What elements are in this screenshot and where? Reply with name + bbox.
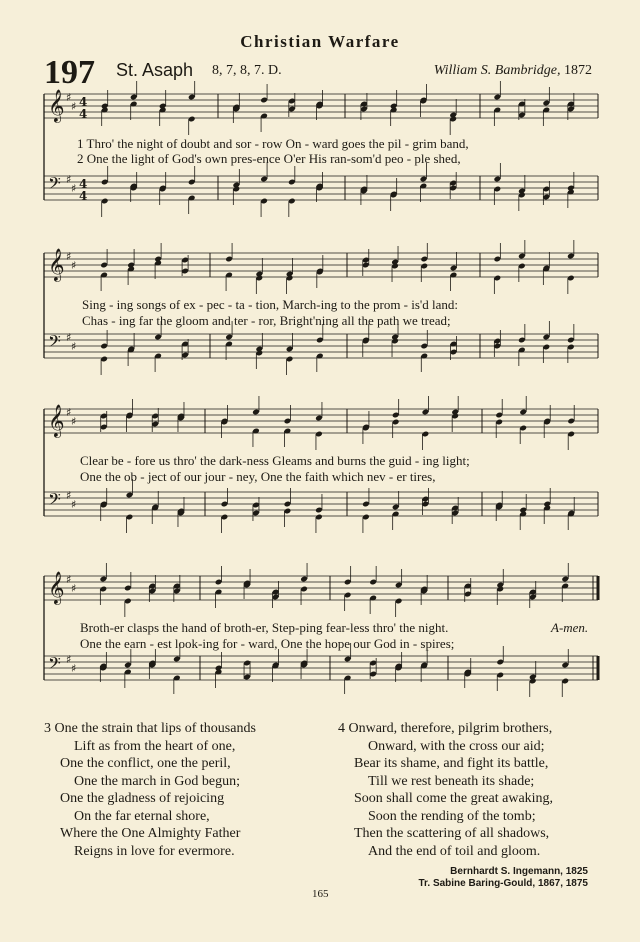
treble-clef: 𝄞	[48, 404, 65, 437]
sharp-sign: ♯	[71, 100, 77, 113]
lyric-system-4-verse-2: One the earn - est look-ing for - ward, One the hope our God in - spires;	[80, 636, 455, 651]
verse-3-line-7: Where the One Almighty Father	[60, 826, 241, 841]
verse-3-line-1	[44, 720, 256, 738]
sharp-sign: ♯	[66, 91, 72, 104]
verse-4-line-7: Then the scattering of all shadows,	[354, 826, 550, 841]
bass-clef: 𝄢	[48, 331, 61, 355]
time-signature: 4	[79, 189, 88, 203]
verse-3-number: 3	[44, 721, 51, 736]
sharp-sign: ♯	[66, 489, 72, 502]
lyric-system-4-verse-1: Broth-er clasps the hand of broth-er, Step-ping fear-less thro' the night.	[80, 620, 449, 635]
bass-clef: 𝄢	[48, 173, 61, 197]
composer-year: 1872	[564, 63, 592, 78]
author-credit: Bernhardt S. Ingemann, 1825	[450, 866, 588, 877]
tune-name: St. Asaph	[116, 60, 194, 80]
verse-4-line-5: Soon shall come the great awaking,	[354, 791, 554, 806]
lyric-system-3-verse-2: One the ob - ject of our jour - ney, One the faith which nev - er tires,	[80, 469, 436, 484]
sharp-sign: ♯	[71, 340, 77, 353]
verse-3-line-6: On the far eternal shore,	[74, 808, 210, 824]
verse-4-line-6: Soon the rending of the tomb;	[368, 808, 536, 824]
treble-clef: 𝄞	[48, 571, 65, 604]
verse-4	[338, 720, 553, 860]
verse-text: One the strain that lips of thousands	[54, 721, 256, 736]
sharp-sign: ♯	[66, 406, 72, 419]
sharp-sign: ♯	[66, 250, 72, 263]
treble-clef: 𝄞	[48, 248, 65, 281]
lyric-system-2-verse-1: Sing - ing songs of ex - pec - ta - tion, March-ing to the prom - is'd land:	[82, 297, 459, 312]
verse-3-line-5: One the gladness of rejoicing	[60, 791, 225, 806]
sharp-sign: ♯	[71, 662, 77, 675]
amen-text: A-men.	[551, 620, 589, 635]
sharp-sign: ♯	[71, 498, 77, 511]
lyric-system-2-verse-2: Chas - ing far the gloom and ter - ror, Bright'ning all the path we tread;	[82, 313, 451, 328]
composer-name: William S. Bambridge,	[433, 63, 561, 78]
time-signature: 4	[79, 177, 88, 191]
section-title: Christian Warfare	[240, 32, 400, 51]
translator-credit: Tr. Sabine Baring-Gould, 1867, 1875	[418, 878, 588, 889]
sharp-sign: ♯	[71, 182, 77, 195]
verse-3-line-2: Lift as from the heart of one,	[74, 738, 236, 754]
time-signature: 4	[79, 95, 88, 109]
verse-3-line-4: One the march in God begun;	[74, 773, 241, 789]
sharp-sign: ♯	[71, 415, 77, 428]
hymn-number: 197	[44, 54, 95, 91]
verse-4-line-2: Onward, with the cross our aid;	[368, 738, 545, 754]
time-signature: 4	[79, 107, 88, 121]
lyric-system-1-verse-1: 1 Thro' the night of doubt and sor - row On - ward goes the pil - grim band,	[77, 136, 469, 151]
verse-3	[44, 720, 256, 860]
verse-4-line-8: And the end of toil and gloom.	[368, 843, 541, 859]
treble-clef: 𝄞	[48, 89, 65, 122]
page-number: 165	[312, 888, 329, 900]
sharp-sign: ♯	[66, 653, 72, 666]
verse-4-line-1	[338, 720, 553, 738]
bass-clef: 𝄢	[48, 653, 61, 677]
credits	[418, 866, 588, 890]
sharp-sign: ♯	[66, 331, 72, 344]
lyric-system-1-verse-2: 2 One the light of God's own pres-ence O'er His ran-som'd peo - ple shed,	[77, 151, 461, 166]
sharp-sign: ♯	[71, 259, 77, 272]
verse-4-number: 4	[338, 721, 345, 736]
sharp-sign: ♯	[71, 582, 77, 595]
sharp-sign: ♯	[66, 573, 72, 586]
bass-clef: 𝄢	[48, 489, 61, 513]
verse-3-line-3: One the conflict, one the peril,	[60, 756, 231, 771]
verse-3-line-8: Reigns in love for evermore.	[74, 843, 235, 859]
verse-4-line-4: Till we rest beneath its shade;	[368, 773, 535, 789]
lyric-system-3-verse-1: Clear be - fore us thro' the dark-ness Gleams and burns the guid - ing light;	[80, 453, 470, 468]
verse-4-line-3: Bear its shame, and fight its battle,	[354, 756, 549, 771]
sharp-sign: ♯	[66, 173, 72, 186]
verse-text: Onward, therefore, pilgrim brothers,	[348, 721, 553, 736]
meter: 8, 7, 8, 7. D.	[212, 63, 282, 78]
